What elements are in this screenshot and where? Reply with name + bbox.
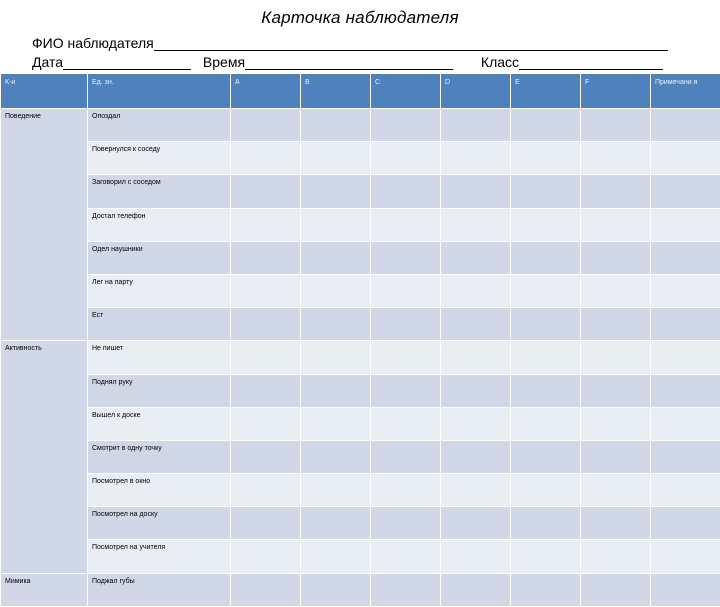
- observation-cell[interactable]: [511, 573, 581, 606]
- observation-cell[interactable]: [301, 540, 371, 573]
- observation-cell[interactable]: [581, 573, 651, 606]
- observation-cell[interactable]: [371, 208, 441, 241]
- unit-label: Повернулся к соседу: [88, 142, 231, 175]
- observation-cell[interactable]: [511, 274, 581, 307]
- notes-cell[interactable]: [651, 440, 720, 473]
- header-student-d: D: [441, 74, 511, 109]
- observation-cell[interactable]: [231, 573, 301, 606]
- observation-cell[interactable]: [511, 109, 581, 142]
- observation-cell[interactable]: [441, 573, 511, 606]
- notes-cell[interactable]: [651, 374, 720, 407]
- observation-cell[interactable]: [511, 308, 581, 341]
- unit-label: Поджал губы: [88, 573, 231, 606]
- observer-label: ФИО наблюдателя: [32, 35, 154, 51]
- observation-cell[interactable]: [441, 507, 511, 540]
- class-field[interactable]: [519, 55, 663, 70]
- unit-label: Вышел к доске: [88, 407, 231, 440]
- observation-cell[interactable]: [301, 274, 371, 307]
- observation-cell[interactable]: [511, 440, 581, 473]
- observation-cell[interactable]: [371, 142, 441, 175]
- observation-cell[interactable]: [511, 241, 581, 274]
- class-label: Класс: [481, 54, 519, 70]
- observation-cell[interactable]: [231, 142, 301, 175]
- observation-cell[interactable]: [301, 109, 371, 142]
- observation-cell[interactable]: [301, 142, 371, 175]
- observation-cell[interactable]: [301, 440, 371, 473]
- date-field[interactable]: [63, 55, 191, 70]
- observation-cell[interactable]: [441, 142, 511, 175]
- observation-cell[interactable]: [301, 241, 371, 274]
- observation-cell[interactable]: [301, 374, 371, 407]
- unit-label: Посмотрел на учителя: [88, 540, 231, 573]
- observation-cell[interactable]: [231, 175, 301, 208]
- date-time-class-row: [32, 54, 663, 70]
- unit-label: Посмотрел на доску: [88, 507, 231, 540]
- observation-cell[interactable]: [231, 440, 301, 473]
- observation-cell[interactable]: [371, 407, 441, 440]
- observation-cell[interactable]: [581, 374, 651, 407]
- observation-cell[interactable]: [301, 208, 371, 241]
- observation-cell[interactable]: [441, 407, 511, 440]
- table-row: [1, 308, 720, 341]
- observation-cell[interactable]: [441, 440, 511, 473]
- observation-cell[interactable]: [231, 109, 301, 142]
- observation-cell[interactable]: [581, 175, 651, 208]
- observation-cell[interactable]: [231, 374, 301, 407]
- observation-cell[interactable]: [371, 573, 441, 606]
- observation-cell[interactable]: [301, 175, 371, 208]
- header-notes: Примечани я: [651, 74, 720, 109]
- table-row: [1, 341, 720, 374]
- observation-cell[interactable]: [371, 374, 441, 407]
- observer-row: [32, 35, 668, 51]
- unit-label: Одел наушники: [88, 241, 231, 274]
- table-row: [1, 440, 720, 473]
- observation-cell[interactable]: [511, 507, 581, 540]
- observation-cell[interactable]: [581, 109, 651, 142]
- observation-table: [0, 73, 720, 607]
- notes-cell[interactable]: [651, 540, 720, 573]
- observation-cell[interactable]: [301, 308, 371, 341]
- card-title: Карточка наблюдателя: [0, 8, 720, 28]
- header-unit: Ед. зн.: [88, 74, 231, 109]
- notes-cell[interactable]: [651, 142, 720, 175]
- observation-cell[interactable]: [441, 175, 511, 208]
- observation-cell[interactable]: [231, 474, 301, 507]
- notes-cell[interactable]: [651, 109, 720, 142]
- table-row: [1, 142, 720, 175]
- observation-cell[interactable]: [511, 474, 581, 507]
- notes-cell[interactable]: [651, 407, 720, 440]
- observation-cell[interactable]: [511, 142, 581, 175]
- observation-cell[interactable]: [581, 142, 651, 175]
- observation-cell[interactable]: [441, 474, 511, 507]
- notes-cell[interactable]: [651, 341, 720, 374]
- observation-cell[interactable]: [231, 540, 301, 573]
- time-label: Время: [203, 54, 245, 70]
- notes-cell[interactable]: [651, 573, 720, 606]
- observation-cell[interactable]: [371, 274, 441, 307]
- observation-cell[interactable]: [581, 474, 651, 507]
- observation-cell[interactable]: [441, 274, 511, 307]
- observation-cell[interactable]: [441, 241, 511, 274]
- table-row: [1, 208, 720, 241]
- observation-cell[interactable]: [231, 341, 301, 374]
- observation-cell[interactable]: [581, 407, 651, 440]
- observation-cell[interactable]: [231, 507, 301, 540]
- observation-cell[interactable]: [231, 308, 301, 341]
- observation-cell[interactable]: [371, 507, 441, 540]
- unit-label: Не пишет: [88, 341, 231, 374]
- unit-label: Посмотрел в окно: [88, 474, 231, 507]
- unit-label: Поднял руку: [88, 374, 231, 407]
- table-row: [1, 507, 720, 540]
- notes-cell[interactable]: [651, 507, 720, 540]
- observation-cell[interactable]: [301, 474, 371, 507]
- unit-label: Смотрит в одну точку: [88, 440, 231, 473]
- criterion-behavior: Поведение: [1, 109, 88, 341]
- observation-cell[interactable]: [371, 440, 441, 473]
- header-criterion: К-и: [1, 74, 88, 109]
- observation-cell[interactable]: [371, 341, 441, 374]
- header-student-e: E: [511, 74, 581, 109]
- unit-label: Заговорил с соседом: [88, 175, 231, 208]
- header-student-f: F: [581, 74, 651, 109]
- unit-label: Опоздал: [88, 109, 231, 142]
- unit-label: Достал телефон: [88, 208, 231, 241]
- observation-cell[interactable]: [581, 241, 651, 274]
- header-row: [1, 74, 720, 109]
- date-label: Дата: [32, 54, 63, 70]
- observation-cell[interactable]: [371, 308, 441, 341]
- observation-cell[interactable]: [441, 109, 511, 142]
- unit-label: Ест: [88, 308, 231, 341]
- observation-cell[interactable]: [581, 507, 651, 540]
- criterion-activity: Активность: [1, 341, 88, 573]
- notes-cell[interactable]: [651, 241, 720, 274]
- observation-cell[interactable]: [371, 241, 441, 274]
- notes-cell[interactable]: [651, 308, 720, 341]
- observation-cell[interactable]: [441, 208, 511, 241]
- observation-cell[interactable]: [301, 507, 371, 540]
- observation-cell[interactable]: [581, 308, 651, 341]
- header-student-c: C: [371, 74, 441, 109]
- observation-cell[interactable]: [231, 208, 301, 241]
- observation-cell[interactable]: [231, 241, 301, 274]
- observation-cell[interactable]: [301, 341, 371, 374]
- header-student-a: A: [231, 74, 301, 109]
- observation-cell[interactable]: [511, 407, 581, 440]
- observation-cell[interactable]: [301, 573, 371, 606]
- criterion-facial-expression: Мимика: [1, 573, 88, 606]
- table-row: [1, 540, 720, 573]
- observation-cell[interactable]: [441, 540, 511, 573]
- observation-cell[interactable]: [581, 208, 651, 241]
- observation-cell[interactable]: [511, 374, 581, 407]
- observation-cell[interactable]: [441, 308, 511, 341]
- notes-cell[interactable]: [651, 208, 720, 241]
- header-student-b: B: [301, 74, 371, 109]
- table-row: [1, 274, 720, 307]
- observation-cell[interactable]: [371, 474, 441, 507]
- observation-cell[interactable]: [511, 341, 581, 374]
- notes-cell[interactable]: [651, 175, 720, 208]
- observation-cell[interactable]: [581, 341, 651, 374]
- table-row: [1, 241, 720, 274]
- observation-cell[interactable]: [371, 540, 441, 573]
- observation-cell[interactable]: [511, 540, 581, 573]
- observation-cell[interactable]: [441, 341, 511, 374]
- observation-cell[interactable]: [231, 274, 301, 307]
- notes-cell[interactable]: [651, 274, 720, 307]
- table-row: [1, 474, 720, 507]
- observation-cell[interactable]: [301, 407, 371, 440]
- observation-cell[interactable]: [371, 175, 441, 208]
- observation-cell[interactable]: [581, 540, 651, 573]
- observation-cell[interactable]: [231, 407, 301, 440]
- observation-cell[interactable]: [441, 374, 511, 407]
- table-row: [1, 407, 720, 440]
- table-row: [1, 175, 720, 208]
- observation-cell[interactable]: [581, 274, 651, 307]
- time-field[interactable]: [245, 55, 453, 70]
- table-row: [1, 374, 720, 407]
- table-row: [1, 573, 720, 606]
- unit-label: Лег на парту: [88, 274, 231, 307]
- observation-cell[interactable]: [581, 440, 651, 473]
- observation-cell[interactable]: [371, 109, 441, 142]
- notes-cell[interactable]: [651, 474, 720, 507]
- observation-cell[interactable]: [511, 208, 581, 241]
- observation-cell[interactable]: [511, 175, 581, 208]
- observer-name-field[interactable]: [154, 36, 668, 51]
- table-row: [1, 109, 720, 142]
